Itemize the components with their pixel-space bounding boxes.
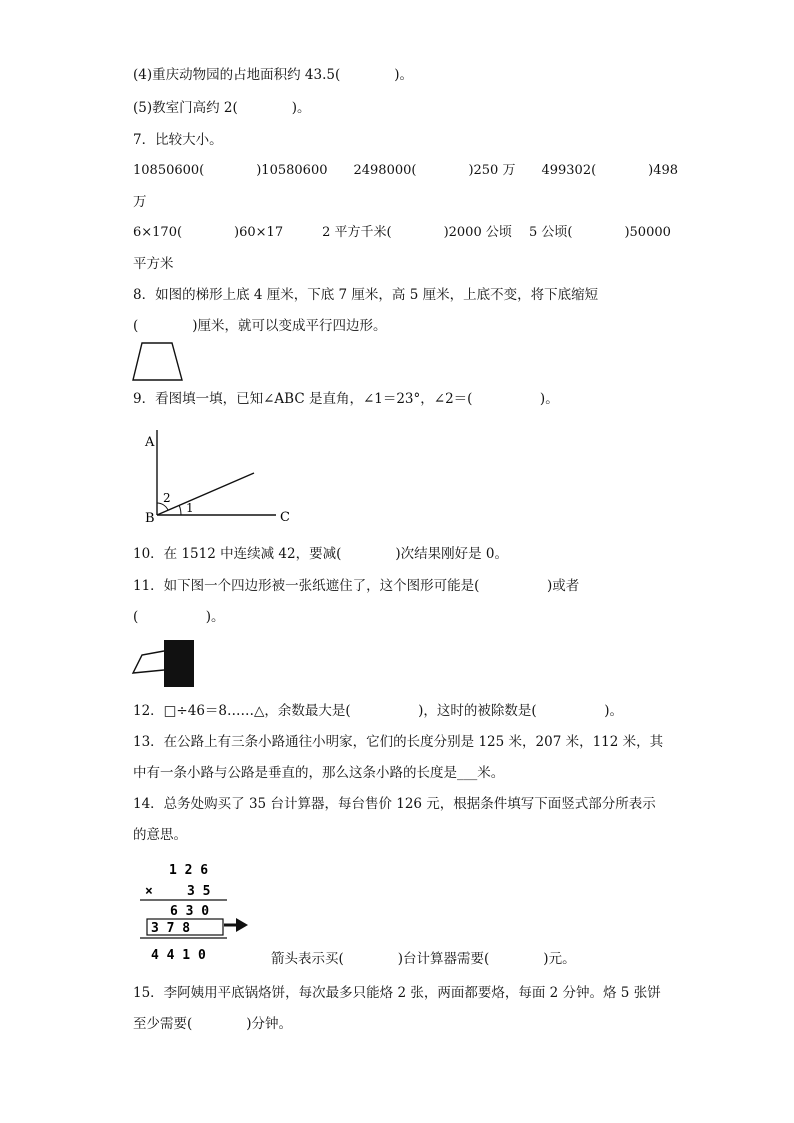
arrow-icon <box>236 918 248 932</box>
final-product: 4 4 1 0 <box>151 948 206 963</box>
partial-product-2: 3 7 8 <box>151 921 191 936</box>
q7-row1: 10850600( )10580600 2498000( )250 万 499302( )498 <box>133 163 679 178</box>
q11-line1: 11．如下图一个四边形被一张纸遮住了，这个图形可能是( )或者 <box>133 578 580 594</box>
q8-line2: ( )厘米，就可以变成平行四边形。 <box>133 318 387 334</box>
q7-title: 7．比较大小。 <box>133 132 223 148</box>
multiplier: 3 5 <box>187 884 211 899</box>
label-c: C <box>280 510 290 525</box>
q14-line1: 14．总务处购买了 35 台计算器，每台售价 126 元，根据条件填写下面竖式部分所表示 <box>133 796 656 812</box>
q13-line2: 中有一条小路与公路是垂直的，那么这条小路的长度是___米。 <box>133 765 505 781</box>
label-b: B <box>145 511 155 526</box>
q8-line1: 8．如图的梯形上底 4 厘米，下底 7 厘米，高 5 厘米，上底不变，将下底缩短 <box>133 287 599 303</box>
trapezoid-shape <box>133 343 182 380</box>
q14-arrow-text: 箭头表示买( )台计算器需要( )元。 <box>271 951 576 967</box>
q14-line2: 的意思。 <box>133 827 187 843</box>
q11-line2: ( )。 <box>133 609 225 625</box>
partial-product-1: 6 3 0 <box>170 904 210 919</box>
ray-middle <box>157 473 254 515</box>
q7-row2-wrap: 平方米 <box>133 256 174 272</box>
multiplicand: 1 2 6 <box>169 863 209 878</box>
times-sign: × <box>145 884 153 899</box>
quadrilateral-visible-part <box>133 651 164 673</box>
q12-text: 12．□÷46＝8……△，余数最大是( )，这时的被除数是( )。 <box>133 703 623 719</box>
q9-text: 9．看图填一填，已知∠ABC 是直角，∠1＝23°，∠2＝( )。 <box>133 391 559 407</box>
label-angle-1: 1 <box>186 501 194 515</box>
q10-text: 10．在 1512 中连续减 42，要减( )次结果刚好是 0。 <box>133 546 509 562</box>
covering-paper <box>164 640 194 687</box>
angle-figure <box>140 426 300 528</box>
trapezoid-figure <box>130 337 190 385</box>
label-angle-2: 2 <box>163 491 171 505</box>
q15-line1: 15．李阿姨用平底锅烙饼，每次最多只能烙 2 张，两面都要烙，每面 2 分钟。烙 5 张饼 <box>133 985 661 1001</box>
covered-quadrilateral-figure <box>130 636 200 690</box>
angle-1-arc <box>179 505 181 515</box>
q7-row2: 6×170( )60×17 2 平方千米( )2000 公顷 5 公顷( )50000 <box>133 225 671 240</box>
q6-item-4: (4)重庆动物园的占地面积约 43.5( )。 <box>133 67 414 83</box>
vertical-multiplication-figure <box>132 858 252 968</box>
q7-row1-wrap: 万 <box>133 194 147 210</box>
q6-item-5: (5)教室门高约 2( )。 <box>133 100 311 116</box>
q13-line1: 13．在公路上有三条小路通往小明家，它们的长度分别是 125 米，207 米，112 米，其 <box>133 734 664 750</box>
label-a: A <box>145 435 155 450</box>
q15-line2: 至少需要( )分钟。 <box>133 1016 293 1032</box>
